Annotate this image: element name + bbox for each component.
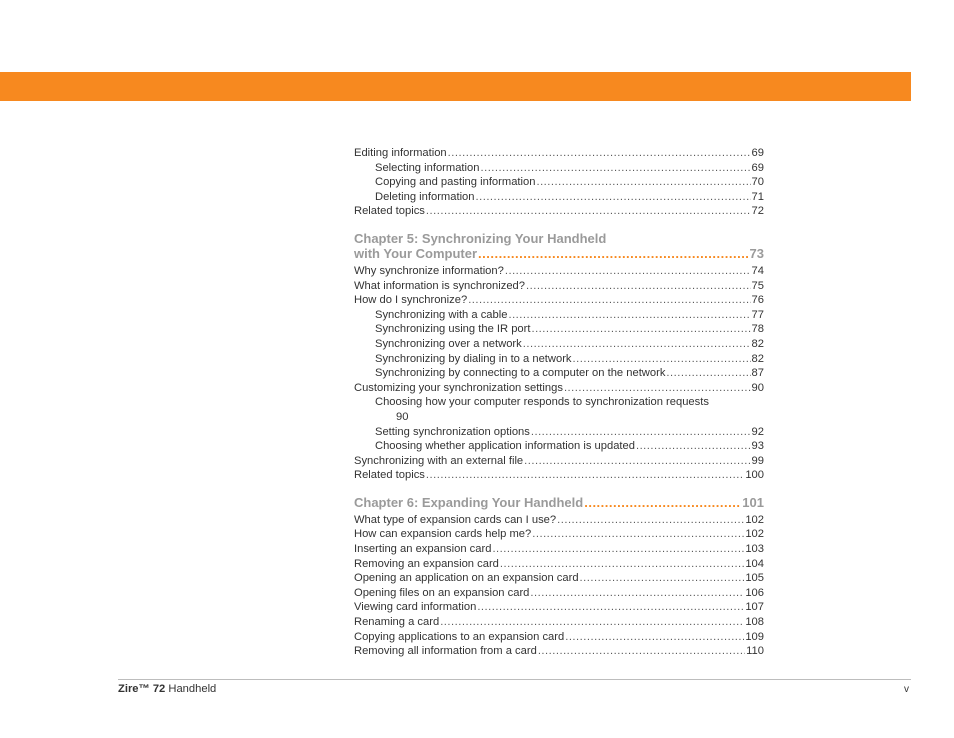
toc-entry-page: 92 <box>751 425 764 438</box>
leader-dots <box>666 366 750 381</box>
toc-entry-text: Editing information <box>354 147 447 159</box>
leader-dots <box>636 439 751 454</box>
leader-dots <box>476 190 751 205</box>
leader-dots <box>538 644 745 659</box>
toc-entry-text: Synchronizing using the IR port <box>375 323 531 336</box>
leader-dots <box>500 557 744 572</box>
leader-dots <box>448 146 751 161</box>
toc-entry-page: 90 <box>396 410 409 423</box>
footer-page-number: v <box>904 684 909 695</box>
toc-entry[interactable] <box>354 146 764 161</box>
leader-dots <box>477 600 744 615</box>
toc-group-expansion <box>354 513 764 659</box>
toc-entry-text: Inserting an expansion card <box>354 543 492 556</box>
leader-dots <box>530 586 744 601</box>
leader-dots <box>536 175 750 190</box>
toc-entry[interactable] <box>354 454 764 469</box>
toc-entry-text: What information is synchronized? <box>354 279 525 292</box>
toc-entry[interactable] <box>354 161 764 176</box>
toc-entry-text: Synchronizing with an external file <box>354 454 524 467</box>
toc-entry[interactable] <box>354 630 764 645</box>
toc-entry-page: 110 <box>746 645 764 658</box>
toc-entry[interactable] <box>354 204 764 219</box>
toc-entry-text: Removing an expansion card <box>354 557 499 570</box>
footer-product-rest: Handheld <box>165 683 217 695</box>
toc-entry-text: Related topics <box>354 205 425 218</box>
toc-entry-page: 99 <box>751 454 764 467</box>
leader-dots <box>531 322 750 337</box>
leader-dots <box>564 381 751 396</box>
toc-entry-page: 100 <box>745 469 764 482</box>
toc-entry[interactable] <box>354 381 764 396</box>
toc-entry-page: 71 <box>751 190 764 203</box>
toc-entry-page: 75 <box>751 279 764 292</box>
toc-entry[interactable] <box>354 264 764 279</box>
toc-entry-page: 87 <box>751 367 764 380</box>
toc-entry[interactable] <box>354 175 764 190</box>
toc-entry[interactable] <box>354 279 764 294</box>
toc-entry[interactable] <box>354 542 764 557</box>
toc-entry-page: 104 <box>745 557 764 570</box>
leader-dots <box>524 454 750 469</box>
toc-entry-page: 103 <box>745 543 764 556</box>
leader-dots <box>584 495 741 511</box>
leader-dots <box>440 615 744 630</box>
chapter-6-page: 101 <box>742 494 764 510</box>
table-of-contents <box>354 146 764 659</box>
toc-entry-page: 106 <box>745 586 764 599</box>
toc-entry-page: 108 <box>745 616 764 629</box>
toc-entry-page: 72 <box>751 205 764 218</box>
toc-entry-page: 105 <box>745 572 764 585</box>
toc-entry[interactable] <box>354 439 764 454</box>
toc-entry-text: Synchronizing over a network <box>375 337 522 350</box>
leader-dots <box>526 279 751 294</box>
toc-entry[interactable] <box>354 468 764 483</box>
footer-product-name <box>118 683 216 695</box>
leader-dots <box>468 293 750 308</box>
toc-entry[interactable] <box>354 557 764 572</box>
toc-entry[interactable] <box>354 615 764 630</box>
toc-entry-text: Renaming a card <box>354 616 440 629</box>
leader-dots <box>573 352 751 367</box>
toc-entry[interactable] <box>354 322 764 337</box>
leader-dots <box>531 425 751 440</box>
toc-entry-text: How do I synchronize? <box>354 294 468 307</box>
toc-entry-page: 69 <box>751 161 764 174</box>
toc-entry-page: 102 <box>745 528 764 541</box>
toc-entry-page: 109 <box>745 630 764 643</box>
chapter-5-heading[interactable] <box>354 231 764 262</box>
toc-entry-page: 76 <box>751 294 764 307</box>
leader-dots <box>508 308 750 323</box>
leader-dots <box>557 513 744 528</box>
leader-dots <box>580 571 745 586</box>
chapter-5-page: 73 <box>749 246 764 262</box>
toc-entry[interactable] <box>354 644 764 659</box>
toc-entry-text: Choosing how your computer responds to synchronization requests <box>375 396 709 409</box>
toc-entry-text: Opening an application on an expansion card <box>354 572 579 585</box>
toc-entry-text: Opening files on an expansion card <box>354 586 530 599</box>
leader-dots <box>478 246 749 262</box>
toc-entry[interactable] <box>354 571 764 586</box>
leader-dots <box>480 161 750 176</box>
chapter-6-heading[interactable] <box>354 495 764 511</box>
toc-entry-text: Synchronizing by dialing in to a network <box>375 352 572 365</box>
toc-entry-page: 69 <box>751 147 764 159</box>
leader-dots <box>505 264 751 279</box>
toc-entry[interactable] <box>354 586 764 601</box>
toc-entry-text: Viewing card information <box>354 601 477 614</box>
toc-entry-text: Customizing your synchronization settings <box>354 381 563 394</box>
leader-dots <box>532 527 744 542</box>
toc-entry-text: Related topics <box>354 469 425 482</box>
toc-entry-text: Choosing whether application information is updated <box>375 440 635 453</box>
leader-dots <box>523 337 751 352</box>
toc-entry[interactable] <box>354 395 764 424</box>
toc-entry-text: Copying applications to an expansion card <box>354 630 565 643</box>
toc-entry[interactable] <box>354 352 764 367</box>
leader-dots <box>426 468 744 483</box>
toc-entry-text: Synchronizing with a cable <box>375 308 508 321</box>
toc-entry-page: 77 <box>751 308 764 321</box>
toc-group-sync <box>354 264 764 483</box>
toc-entry-text: Copying and pasting information <box>375 176 536 189</box>
toc-entry-text: Synchronizing by connecting to a computer on the network <box>375 367 666 380</box>
leader-dots <box>565 630 744 645</box>
toc-entry-text: What type of expansion cards can I use? <box>354 513 557 526</box>
toc-entry[interactable] <box>354 366 764 381</box>
toc-entry-text: Deleting information <box>375 190 475 203</box>
toc-entry-page: 78 <box>751 323 764 336</box>
toc-entry-page: 70 <box>751 176 764 189</box>
toc-entry-page: 82 <box>751 352 764 365</box>
toc-entry-page: 107 <box>745 601 764 614</box>
leader-dots <box>492 542 744 557</box>
toc-entry[interactable] <box>354 337 764 352</box>
toc-entry-page: 90 <box>751 381 764 394</box>
toc-entry[interactable] <box>354 190 764 205</box>
chapter-5-title-line2 <box>354 246 764 262</box>
toc-entry-page: 93 <box>751 440 764 453</box>
toc-entry[interactable] <box>354 527 764 542</box>
toc-entry-page: 102 <box>745 513 764 526</box>
footer-divider <box>118 679 911 680</box>
toc-group-editing <box>354 146 764 219</box>
header-orange-band <box>0 72 911 101</box>
toc-entry-page: 74 <box>751 264 764 277</box>
toc-entry-text: How can expansion cards help me? <box>354 528 532 541</box>
chapter-5-title-line1: Chapter 5: Synchronizing Your Handheld <box>354 230 607 246</box>
toc-entry[interactable] <box>354 293 764 308</box>
toc-entry[interactable] <box>354 513 764 528</box>
toc-entry-text: Setting synchronization options <box>375 425 530 438</box>
toc-entry[interactable] <box>354 600 764 615</box>
chapter-5-title-text: with Your Computer <box>354 246 478 262</box>
leader-dots <box>426 204 751 219</box>
toc-entry-page: 82 <box>751 337 764 350</box>
toc-entry[interactable] <box>354 425 764 440</box>
toc-entry[interactable] <box>354 308 764 323</box>
toc-entry-text: Why synchronize information? <box>354 264 504 277</box>
chapter-6-title: Chapter 6: Expanding Your Handheld <box>354 494 584 510</box>
footer-product-bold: Zire™ 72 <box>118 683 166 695</box>
toc-entry-text: Removing all information from a card <box>354 645 537 658</box>
toc-entry-text: Selecting information <box>375 161 480 174</box>
